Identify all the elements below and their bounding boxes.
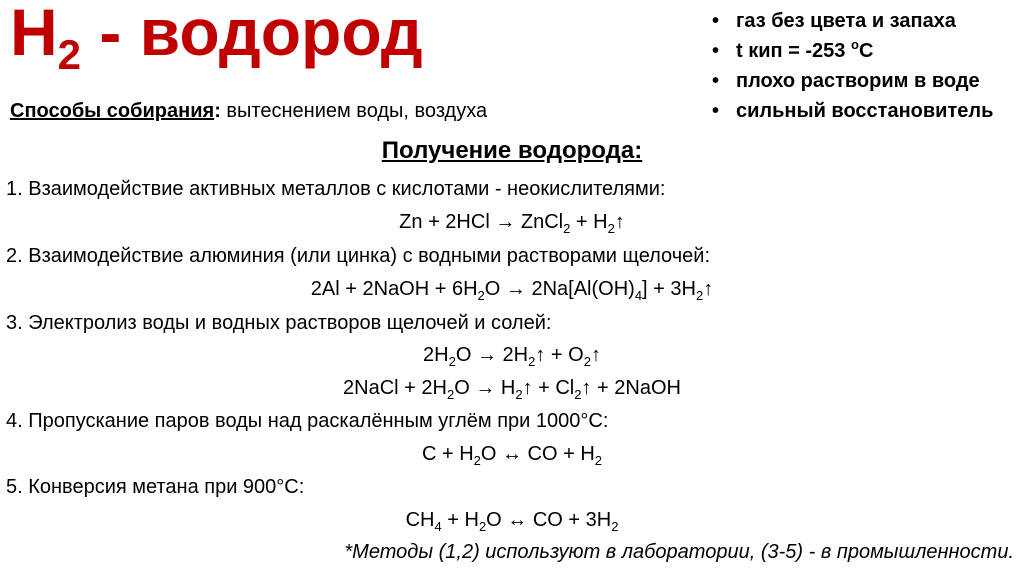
property-item: • плохо растворим в воде xyxy=(712,66,993,96)
eq-subscript: 2 xyxy=(574,387,582,402)
method-2: 2. Взаимодействие алюминия (или цинка) с водными растворами щелочей: xyxy=(6,245,711,267)
eq-part: O → 2H xyxy=(455,344,529,366)
collection-methods xyxy=(10,100,487,123)
property-item: • сильный восстановитель xyxy=(712,96,993,126)
eq-subscript: 2 xyxy=(448,354,456,369)
eq-part: O → H xyxy=(454,377,516,399)
eq-part: CH xyxy=(405,509,435,531)
property-item: • газ без цвета и запаха xyxy=(712,6,993,36)
eq-subscript: 2 xyxy=(594,453,603,468)
eq-subscript: 2 xyxy=(695,288,704,303)
eq-part: Zn + 2HCl → ZnCl xyxy=(399,211,564,233)
eq-subscript: 2 xyxy=(563,221,571,236)
eq-part: ↑ xyxy=(614,211,625,233)
title-subscript: 2 xyxy=(57,31,82,78)
eq-part: + H xyxy=(570,211,608,233)
page-title xyxy=(10,0,423,78)
eq-part: O ↔ CO + H xyxy=(480,443,595,465)
method-3: 3. Электролиз воды и водных растворов щелочей и солей: xyxy=(6,312,552,334)
equation-3 xyxy=(0,344,1024,367)
collection-text: вытеснением воды, воздуха xyxy=(220,100,488,122)
footnote: *Методы (1,2) используют в лаборатории, (3-5) - в промышленности. xyxy=(344,541,1014,563)
eq-part: ↑ + Cl xyxy=(522,377,575,399)
eq-part: ↑ + O xyxy=(535,344,584,366)
method-4: 4. Пропускание паров воды над раскалённым углём при 1000°С: xyxy=(6,410,609,432)
equation-1 xyxy=(0,211,1024,234)
eq-subscript: 2 xyxy=(611,519,619,534)
eq-subscript: 2 xyxy=(607,221,615,236)
collection-label: Способы собирания xyxy=(10,100,215,122)
title-text: - водород xyxy=(81,0,423,69)
eq-part: ↑ xyxy=(590,344,601,366)
equation-5 xyxy=(0,443,1024,466)
boiling-pre: t кип = -253 xyxy=(736,40,851,62)
eq-part: + H xyxy=(441,509,479,531)
eq-part: O → 2Na[Al(OH) xyxy=(484,278,635,300)
property-item-boiling xyxy=(712,36,993,66)
eq-part: 2Al + 2NaOH + 6H xyxy=(310,278,478,300)
properties-list xyxy=(712,6,993,126)
eq-subscript: 4 xyxy=(634,288,643,303)
eq-subscript: 2 xyxy=(515,387,523,402)
method-1: 1. Взаимодействие активных металлов с кислотами - неокислителями: xyxy=(6,178,666,200)
eq-subscript: 2 xyxy=(446,387,455,402)
eq-subscript: 2 xyxy=(583,354,591,369)
equation-4 xyxy=(0,377,1024,400)
title-symbol: H xyxy=(10,0,58,69)
section-title: Получение водорода: xyxy=(381,137,643,164)
eq-part: ] + 3H xyxy=(642,278,696,300)
eq-subscript: 2 xyxy=(473,453,481,468)
method-5: 5. Конверсия метана при 900°С: xyxy=(6,476,305,498)
boiling-post: С xyxy=(858,40,874,62)
boiling-degree: о xyxy=(850,37,859,52)
eq-subscript: 2 xyxy=(477,288,485,303)
eq-subscript: 2 xyxy=(528,354,536,369)
eq-part: ↑ xyxy=(703,278,714,300)
eq-part: 2H xyxy=(423,344,449,366)
eq-part: C + H xyxy=(421,443,474,465)
eq-part: ↑ + 2NaOH xyxy=(581,377,681,399)
equation-2 xyxy=(0,278,1024,301)
eq-subscript: 2 xyxy=(478,519,487,534)
eq-part: 2NaCl + 2H xyxy=(343,377,447,399)
eq-part: O ↔ CO + 3H xyxy=(486,509,612,531)
equation-6 xyxy=(0,509,1024,532)
collection-colon: : xyxy=(214,100,221,122)
eq-subscript: 4 xyxy=(434,519,442,534)
